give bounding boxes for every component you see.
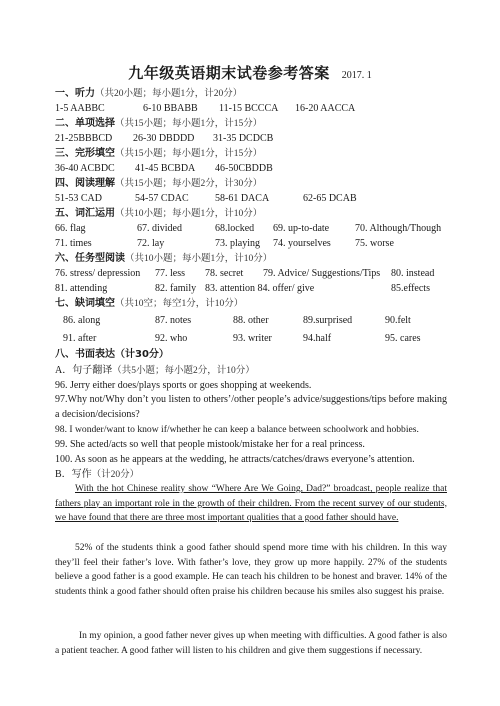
answer-item: 78. secret	[205, 268, 244, 279]
answer-item: 90.felt	[385, 315, 411, 326]
section-cloze-heading	[55, 146, 262, 161]
translation-item-96: 96. Jerry either does/plays sports or goes shopping at weekends.	[55, 380, 312, 391]
section-reading-heading	[55, 176, 262, 191]
answer-group: 16-20 AACCA	[295, 103, 356, 114]
answer-item: 67. divided	[137, 223, 182, 234]
section-note: （共20小题；每小题1分，计20分）	[95, 89, 243, 99]
answer-item: 66. flag	[55, 223, 86, 234]
section-title: 四、阅读理解	[55, 178, 115, 189]
answer-group: 62-65 DCAB	[303, 193, 357, 204]
answer-item: 85.effects	[391, 283, 430, 294]
translation-item-98: 98. I wonder/want to know if/whether he can keep a balance between schoolwork and hobbies.	[55, 424, 419, 435]
translation-item-99: 99. She acted/acts so well that people mistook/mistake her for a real princess.	[55, 439, 365, 450]
answer-item: 88. other	[233, 315, 269, 326]
section-note: （共10小题；每小题1分，计10分）	[125, 254, 273, 264]
section-title: 三、完形填空	[55, 148, 115, 159]
answer-group: 36-40 ACBDC	[55, 163, 115, 174]
subsection-title: A．句子翻译	[55, 365, 113, 376]
answer-item: 77. less	[155, 268, 185, 279]
subsection-note: （计20分）	[91, 470, 140, 480]
title-date: 2017. 1	[341, 70, 372, 81]
answer-item: 80. instead	[391, 268, 435, 279]
translation-item-97: 97.Why not/Why don’t you listen to others’/other people’s advice/suggestions/tips before making a decision/decisions?	[55, 394, 447, 420]
section-title: 一、听力	[55, 88, 95, 99]
answer-group: 6-10 BBABB	[143, 103, 198, 114]
section-title: 六、任务型阅读	[55, 253, 125, 264]
section-task-reading-heading	[55, 251, 272, 266]
answer-item: 94.half	[303, 333, 332, 344]
answer-item: 72. lay	[137, 238, 165, 249]
answer-item: 92. who	[155, 333, 188, 344]
section-writing-heading	[55, 347, 169, 362]
writing-heading	[55, 467, 139, 482]
answer-group: 26-30 DBDDD	[133, 133, 195, 144]
answer-item: 76. stress/ depression	[55, 268, 141, 279]
answer-item: 71. times	[55, 238, 92, 249]
answer-item: 73. playing	[215, 238, 260, 249]
section-note: （共10空；每空1分，计10分）	[115, 299, 244, 309]
section-note: （共15小题；每小题1分，计15分）	[115, 149, 263, 159]
answer-item: 74. yourselves	[273, 238, 331, 249]
subsection-title: B．写作	[55, 469, 92, 480]
answer-group: 31-35 DCDCB	[213, 133, 274, 144]
section-note: （共15小题；每小题1分，计15分）	[115, 119, 263, 129]
answer-item: 95. cares	[385, 333, 421, 344]
answer-item: 87. notes	[155, 315, 192, 326]
section-vocabulary-heading	[55, 206, 262, 221]
answer-item: 69. up-to-date	[273, 223, 330, 234]
answer-group: 58-61 DACA	[215, 193, 270, 204]
answer-item: 81. attending	[55, 283, 108, 294]
answer-item: 93. writer	[233, 333, 272, 344]
answer-item: 75. worse	[355, 238, 394, 249]
answer-group: 21-25BBBCD	[55, 133, 113, 144]
essay-paragraph-1: With the hot Chinese reality show “Where Are We Going, Dad?” broadcast, people realize that fathers play an important role in the growth of their children. From the recent survey of our students, we have found that there are three most important qualities that a good father should have.	[55, 484, 447, 523]
document-title	[0, 62, 500, 83]
answer-item: 86. along	[63, 315, 101, 326]
answer-item: 91. after	[63, 333, 97, 344]
section-title: 八、书面表达（计30分）	[55, 349, 169, 360]
answer-group: 51-53 CAD	[55, 193, 102, 204]
answer-group: 54-57 CDAC	[135, 193, 189, 204]
section-title: 五、词汇运用	[55, 208, 115, 219]
answer-item: 70. Although/Though	[355, 223, 442, 234]
section-title: 七、缺词填空	[55, 298, 115, 309]
answer-group: 41-45 BCBDA	[135, 163, 196, 174]
section-note: （共15小题；每小题2分，计30分）	[115, 179, 263, 189]
answer-item: 68.locked	[215, 223, 255, 234]
answer-item: 82. family	[155, 283, 197, 294]
subsection-note: （共5小题；每小题2分，计10分）	[112, 366, 255, 376]
translation-heading	[55, 363, 255, 378]
title-text: 九年级英语期末试卷参考答案	[128, 64, 330, 82]
answer-item: 89.surprised	[303, 315, 353, 326]
answer-item: 83. attention 84. offer/ give	[205, 283, 315, 294]
answer-group: 11-15 BCCCA	[219, 103, 279, 114]
section-gap-fill-heading	[55, 296, 243, 311]
section-title: 二、单项选择	[55, 118, 115, 129]
translation-item-100: 100. As soon as he appears at the wedding, he attracts/catches/draws everyone’s attention.	[55, 454, 415, 465]
essay-paragraph-2: 52% of the students think a good father should spend more time with his children. In this way they’ll feel their father’s love. With father’s love, they grow up more happily. 27% of the students believe a good father is a good example. He can teach his children to be honest and braver. 14% of the students think a good father should often praise his children because his smiles also suggest his praise.	[55, 543, 447, 597]
answer-item: 79. Advice/ Suggestions/Tips	[263, 268, 381, 279]
section-choice-heading	[55, 116, 262, 131]
answer-group: 1-5 AABBC	[55, 103, 105, 114]
section-listening-heading	[55, 86, 242, 101]
answer-group: 46-50CBDDB	[215, 163, 273, 174]
essay-paragraph-3: In my opinion, a good father never gives up when meeting with difficulties. A good father is also a patient teacher. A good father will listen to his children and give them suggestions if necessary.	[55, 631, 447, 656]
section-note: （共10小题；每小题1分，计10分）	[115, 209, 263, 219]
